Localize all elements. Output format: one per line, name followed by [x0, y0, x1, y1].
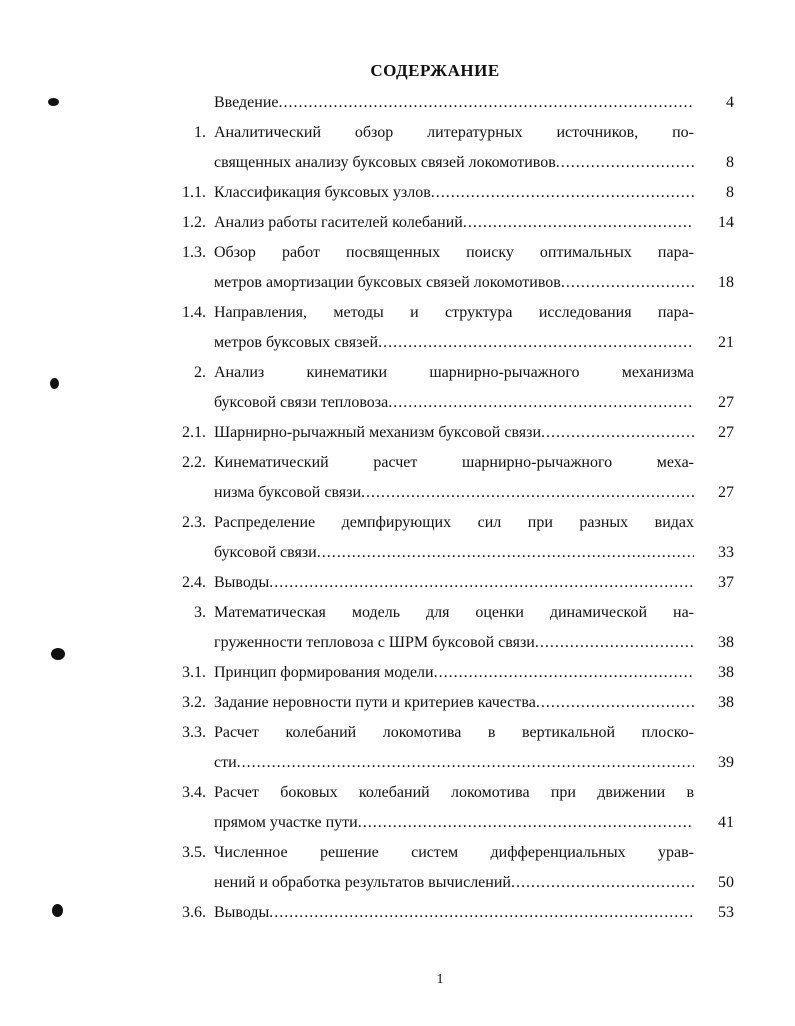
toc-entry-number: 1.1.	[182, 184, 206, 201]
toc-line	[0, 298, 795, 328]
toc-entry-page: 27	[718, 484, 734, 501]
toc-entry-page: 4	[726, 94, 734, 111]
toc-entry-page: 38	[718, 694, 734, 711]
toc-line	[0, 148, 795, 178]
toc-line	[0, 328, 795, 358]
toc-line	[0, 568, 795, 598]
toc-entry-title: Расчет колебаний локомотива в вертикальной плоско-	[214, 724, 694, 741]
toc-entry-page: 50	[718, 874, 734, 891]
toc-line	[0, 208, 795, 238]
toc-entry-title: буксовой связи тепловоза	[214, 394, 389, 411]
toc-entry-title: сти	[214, 754, 237, 771]
page-number: 1	[436, 972, 444, 987]
dot-leader	[541, 418, 694, 448]
toc-entry-title: Принцип формирования модели	[214, 664, 434, 681]
dot-leader	[279, 88, 695, 118]
toc-entry-title: Задание неровности пути и критериев качества	[214, 694, 536, 711]
toc-entry-title: Математическая модель для оценки динамической на-	[214, 604, 694, 621]
table-of-contents	[0, 88, 795, 928]
dot-leader	[237, 748, 694, 778]
toc-line	[0, 388, 795, 418]
toc-line	[0, 418, 795, 448]
dot-leader	[561, 268, 694, 298]
dot-leader	[536, 688, 694, 718]
toc-line	[0, 778, 795, 808]
dot-leader	[361, 478, 694, 508]
toc-entry-title: священных анализу буксовых связей локомотивов	[214, 154, 556, 171]
toc-line	[0, 178, 795, 208]
toc-entry-page: 37	[718, 574, 734, 591]
toc-line	[0, 238, 795, 268]
dot-leader	[269, 898, 694, 928]
toc-line	[0, 268, 795, 298]
dot-leader	[431, 178, 694, 208]
toc-entry-title: Шарнирно-рычажный механизм буксовой связи	[214, 424, 542, 441]
toc-entry-page: 38	[718, 664, 734, 681]
toc-entry-number: 3.4.	[182, 784, 206, 801]
toc-entry-number: 2.	[194, 364, 206, 381]
toc-entry-number: 3.6.	[182, 904, 206, 921]
toc-line	[0, 808, 795, 838]
toc-entry-page: 14	[718, 214, 734, 231]
toc-line	[0, 538, 795, 568]
toc-entry-title: Направления, методы и структура исследования пара-	[214, 304, 694, 321]
dot-leader	[358, 808, 694, 838]
toc-entry-title: Анализ работы гасителей колебаний	[214, 214, 463, 231]
toc-entry-title: Классификация буксовых узлов	[214, 184, 431, 201]
toc-entry-title: метров буксовых связей	[214, 334, 379, 351]
dot-leader	[511, 868, 694, 898]
toc-line	[0, 508, 795, 538]
toc-entry-title: прямом участке пути	[214, 814, 358, 831]
toc-entry-number: 2.2.	[182, 454, 206, 471]
toc-entry-number: 2.3.	[182, 514, 206, 531]
toc-entry-page: 27	[718, 424, 734, 441]
toc-entry-page: 39	[718, 754, 734, 771]
toc-entry-page: 27	[718, 394, 734, 411]
toc-entry-number: 3.2.	[182, 694, 206, 711]
toc-entry-number: 3.	[194, 604, 206, 621]
toc-entry-page: 8	[726, 154, 734, 171]
toc-entry-title: Распределение демпфирующих сил при разных видах	[214, 514, 694, 531]
toc-entry-number: 3.5.	[182, 844, 206, 861]
toc-entry-title: буксовой связи	[214, 544, 317, 561]
toc-entry-title: метров амортизации буксовых связей локомотивов	[214, 274, 561, 291]
toc-entry-title: Кинематический расчет шарнирно-рычажного меха-	[214, 454, 694, 471]
dot-leader	[535, 628, 694, 658]
toc-entry-title: Введение	[214, 94, 279, 111]
toc-entry-number: 1.4.	[182, 304, 206, 321]
toc-entry-title: Аналитический обзор литературных источников, по-	[214, 124, 694, 141]
toc-line	[0, 718, 795, 748]
toc-line	[0, 688, 795, 718]
toc-entry-number: 1.2.	[182, 214, 206, 231]
toc-line	[0, 658, 795, 688]
toc-entry-page: 33	[718, 544, 734, 561]
toc-entry-number: 3.1.	[182, 664, 206, 681]
toc-entry-title: Анализ кинематики шарнирно-рычажного механизма	[214, 364, 694, 381]
dot-leader	[434, 658, 694, 688]
toc-entry-title: Расчет боковых колебаний локомотива при движении в	[214, 784, 694, 801]
toc-line	[0, 88, 795, 118]
toc-line	[0, 358, 795, 388]
dot-leader	[317, 538, 694, 568]
toc-entry-title: груженности тепловоза с ШРМ буксовой связи	[214, 634, 535, 651]
toc-entry-title: Выводы	[214, 574, 270, 591]
scan-speck	[48, 98, 59, 106]
toc-entry-page: 21	[718, 334, 734, 351]
toc-entry-title: Численное решение систем дифференциальных урав-	[214, 844, 694, 861]
scan-speck	[50, 378, 59, 389]
toc-entry-page: 41	[718, 814, 734, 831]
toc-entry-title: Выводы	[214, 904, 270, 921]
toc-entry-title: нений и обработка результатов вычислений	[214, 874, 511, 891]
toc-entry-number: 1.3.	[182, 244, 206, 261]
toc-entry-number: 3.3.	[182, 724, 206, 741]
toc-entry-number: 2.1.	[182, 424, 206, 441]
scan-speck	[52, 904, 63, 917]
toc-line	[0, 448, 795, 478]
toc-entry-number: 2.4.	[182, 574, 206, 591]
toc-line	[0, 478, 795, 508]
toc-entry-title: Обзор работ посвященных поиску оптимальных пара-	[214, 244, 694, 261]
toc-line	[0, 628, 795, 658]
toc-line	[0, 868, 795, 898]
toc-entry-page: 53	[718, 904, 734, 921]
toc-entry-number: 1.	[194, 124, 206, 141]
toc-entry-page: 38	[718, 634, 734, 651]
toc-entry-title: низма буксовой связи	[214, 484, 362, 501]
dot-leader	[556, 148, 694, 178]
dot-leader	[378, 328, 694, 358]
toc-entry-page: 8	[726, 184, 734, 201]
toc-line	[0, 118, 795, 148]
toc-line	[0, 898, 795, 928]
toc-line	[0, 748, 795, 778]
scan-speck	[51, 648, 65, 660]
toc-line	[0, 598, 795, 628]
dot-leader	[269, 568, 694, 598]
page-title: СОДЕРЖАНИЕ	[370, 61, 500, 80]
toc-line	[0, 838, 795, 868]
toc-entry-page: 18	[718, 274, 734, 291]
dot-leader	[388, 388, 694, 418]
dot-leader	[463, 208, 694, 238]
